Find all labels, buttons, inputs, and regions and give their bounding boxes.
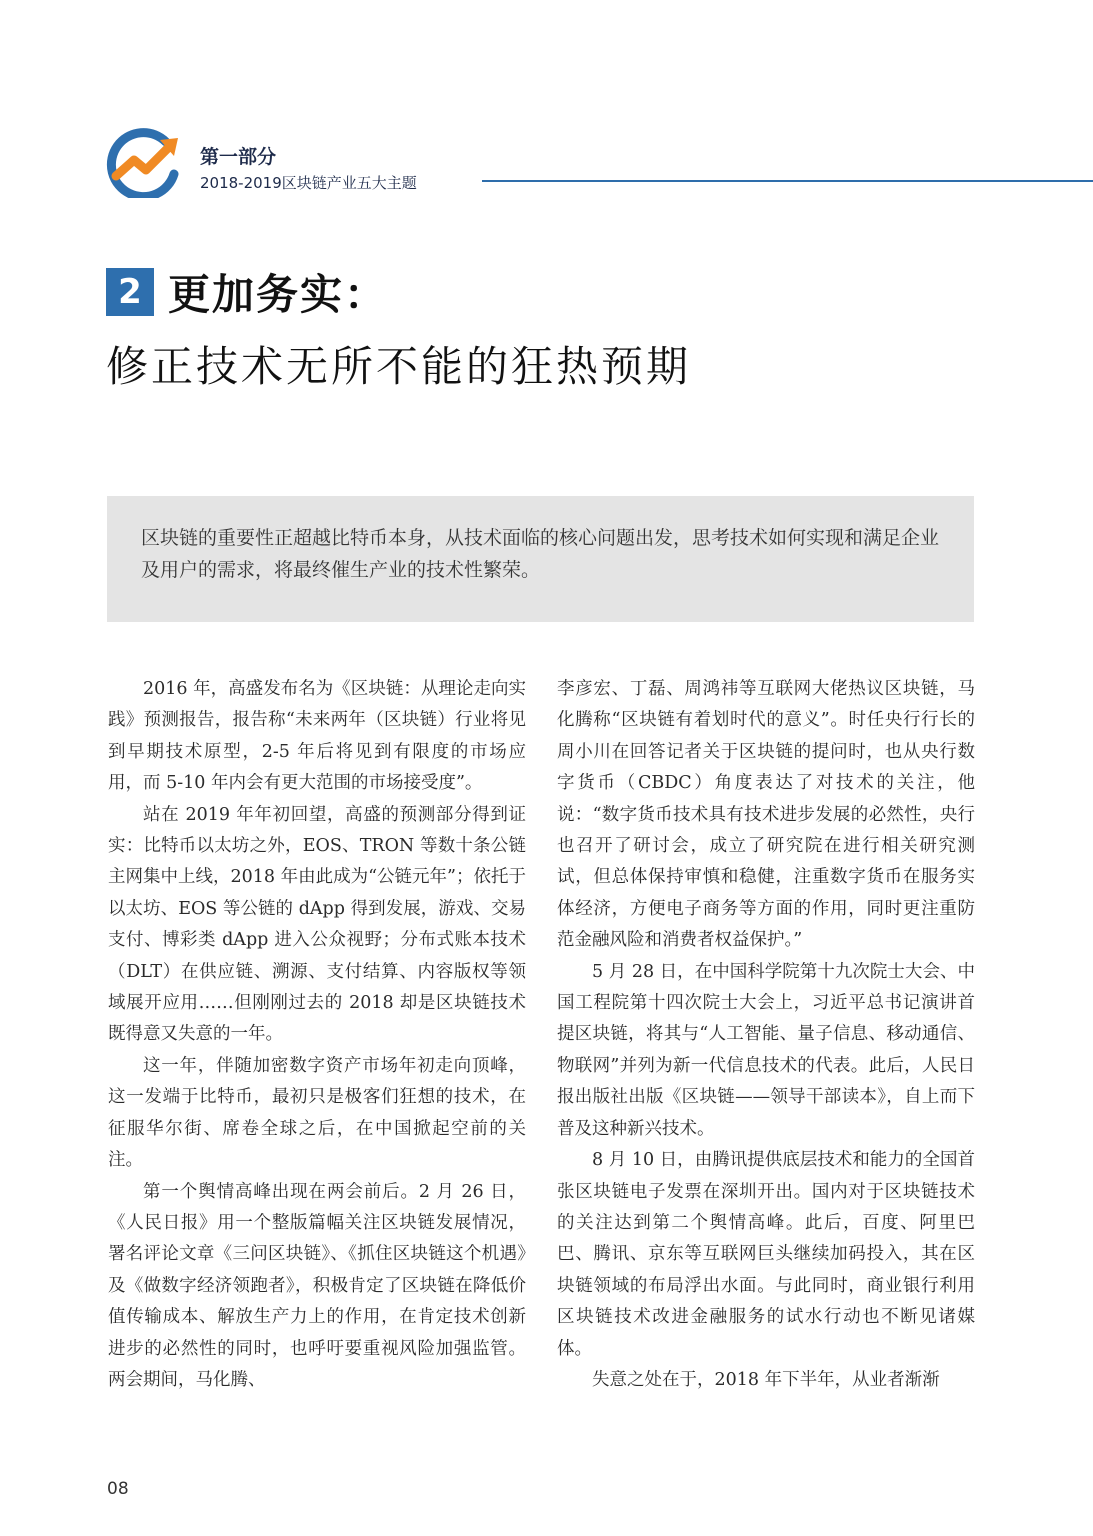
section-subtitle: 2018-2019区块链产业五大主题	[200, 174, 417, 192]
paragraph: 5 月 28 日，在中国科学院第十九次院士大会、中国工程院第十四次院士大会上，习近平总书记演讲首提区块链，将其与“人工智能、量子信息、移动通信、物联网”并列为新一代信息技术的代表。此后，人民日报出版社出版《区块链——领导干部读本》，自上而下普及这种新兴技术。	[557, 961, 975, 1139]
chapter-title: 更加务实：	[168, 270, 389, 319]
abstract-text: 区块链的重要性正超越比特币本身，从技术面临的核心问题出发，思考技术如何实现和满足企业及用户的需求，将最终催生产业的技术性繁荣。	[141, 527, 940, 581]
paragraph: 8 月 10 日，由腾讯提供底层技术和能力的全国首张区块链电子发票在深圳开出。国内对于区块链技术的关注达到第二个舆情高峰。此后，百度、阿里巴巴、腾讯、京东等互联网巨头继续加码投入，其在区块链领域的布局浮出水面。与此同时，商业银行利用区块链技术改进金融服务的试水行动也不断见诸媒体。	[557, 1150, 975, 1359]
paragraph: 失意之处在于，2018 年下半年，从业者渐渐	[592, 1369, 940, 1390]
header-divider	[482, 180, 1093, 182]
paragraph-continuation: 李彦宏、丁磊、周鸿祎等互联网大佬热议区块链，马化腾称“区块链有着划时代的意义”。时任央行行长的周小川在回答记者关于区块链的提问时，也从央行数字货币（CBDC）角度表达了对技术的关注，他说：“数字货币技术具有技术进步发展的必然性，央行也召开了研讨会，成立了研究院在进行相关研究测试，但总体保持审慎和稳健，注重数字货币在服务实体经济，方便电子商务等方面的作用，同时更注重防范金融风险和消费者权益保护。”	[557, 679, 975, 951]
trend-logo-icon	[104, 128, 182, 198]
page-header	[104, 128, 1093, 198]
abstract-box	[107, 496, 974, 622]
body-column-right	[557, 674, 975, 1396]
paragraph: 站在 2019 年年初回望，高盛的预测部分得到证实：比特币以太坊之外，EOS、TRON 等数十条公链主网集中上线，2018 年由此成为“公链元年”；依托于以太坊、EOS 等公链的 dApp 得到发展，游戏、交易支付、博彩类 dApp 进入公众视野；分布式账本技术（DLT）在供应链、溯源、支付结算、内容版权等领域展开应用……但刚刚过去的 2018 却是区块链技术既得意又失意的一年。	[108, 804, 526, 1045]
paragraph: 第一个舆情高峰出现在两会前后。2 月 26 日，《人民日报》用一个整版篇幅关注区块链发展情况，署名评论文章《三问区块链》、《抓住区块链这个机遇》及《做数字经济领跑者》，积极肯定了区块链在降低价值传输成本、解放生产力上的作用，在肯定技术创新进步的必然性的同时，也呼吁要重视风险加强监管。两会期间，马化腾、	[108, 1181, 526, 1390]
section-title: 第一部分	[200, 146, 277, 168]
chapter-subtitle: 修正技术无所不能的狂热预期	[106, 342, 692, 391]
chapter-number-badge: 2	[106, 268, 154, 316]
paragraph: 2016 年，高盛发布名为《区块链：从理论走向实践》预测报告，报告称“未来两年（区块链）行业将见到早期技术原型，2-5 年后将见到有限度的市场应用，而 5-10 年内会有更大范围的市场接受度”。	[108, 679, 526, 794]
page-number: 08	[107, 1479, 129, 1499]
body-column-left	[108, 674, 526, 1396]
paragraph: 这一年，伴随加密数字资产市场年初走向顶峰，这一发端于比特币，最初只是极客们狂想的技术，在征服华尔街、席卷全球之后，在中国掀起空前的关注。	[108, 1055, 526, 1171]
